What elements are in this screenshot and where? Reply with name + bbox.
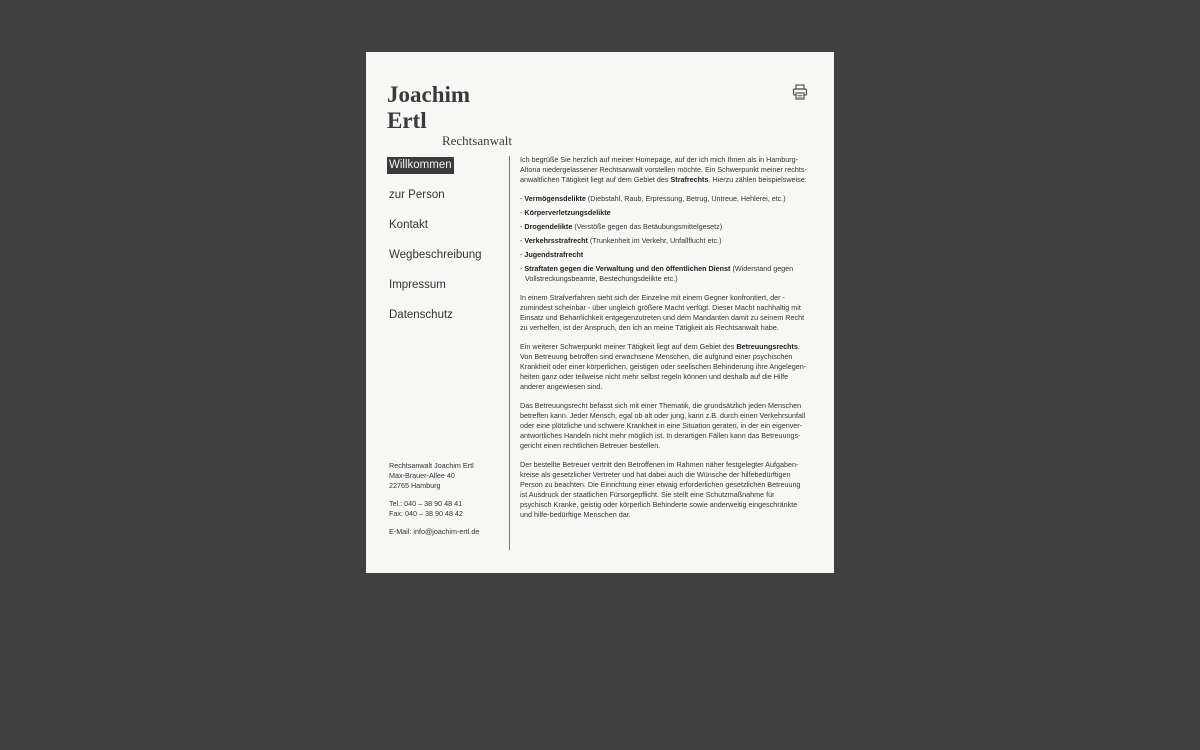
list-item: - Straftaten gegen die Verwaltung und den öffentlichen Dienst (Widerstand gegen Vollstreckungsbeamte, Bestechungsdelikte etc.) — [520, 264, 794, 283]
list-item: - Drogendelikte (Verstöße gegen das Betäubungsmittelgesetz) — [520, 222, 723, 231]
betreuungsrecht-paragraph: Ein weiterer Schwerpunkt meiner Tätigkeit liegt auf dem Gebiet des Betreuungsrechts. Von Betreuung betroffen sind erwachsene Menschen, die aufgrund einer psychischen Krankheit oder einer körperlichen, geistigen oder seelischen Behinderung ihre Angelegen-heiten ganz oder teilweise nicht mehr selbst regeln können und deshalb auf die Hilfe anderer angewiesen sind. — [520, 342, 807, 391]
intro-paragraph: Ich begrüße Sie herzlich auf meiner Homepage, auf der ich mich Ihnen als in Hamburg-Altona niedergelassener Rechtsanwalt vorstellen möchte. Ein Schwerpunkt meiner rechts-anwaltlichen Tätigkeit liegt auf dem Gebiet des Strafrechts. Hierzu zählen beispielsweise: — [520, 155, 807, 184]
practice-area-list — [520, 194, 808, 284]
nav-item-kontakt[interactable]: Kontakt — [389, 219, 428, 231]
betreuer-paragraph: Der bestellte Betreuer vertritt den Betroffenen im Rahmen näher festgelegter Aufgaben-kreise als gesetzlicher Vertreter und hat dabei auch die Wünsche der hilfebedürftigen Person zu beachten. Die Einrichtung einer etwaig erforderlichen gesetzlichen Betreuung ist Ausdruck der staatlichen Fürsorgepflicht. Sie stellt eine Schutzmaßnahme für psychisch Kranke, geistig oder körperlich Behinderte sowie anderweitig eingeschränkte und hilfe-bedürftige Menschen dar. — [520, 460, 801, 519]
list-item: - Vermögensdelikte (Diebstahl, Raub, Erpressung, Betrug, Untreue, Hehlerei, etc.) — [520, 194, 786, 203]
nav-item-wegbeschreibung[interactable]: Wegbeschreibung — [389, 249, 482, 261]
address-city: 22765 Hamburg — [389, 481, 441, 490]
email-link[interactable]: E-Mail: info@joachim-ertl.de — [389, 527, 480, 536]
brand-name: Joachim Ertl — [387, 82, 471, 133]
address-street: Max-Brauer-Allee 40 — [389, 471, 455, 480]
nav-item-willkommen[interactable]: Willkommen — [387, 157, 454, 174]
page-card — [366, 52, 834, 573]
main-nav — [387, 155, 497, 337]
phone-number: Tel.: 040 – 38 90 48 41 — [389, 499, 463, 508]
strafverfahren-paragraph: In einem Strafverfahren sieht sich der Einzelne mit einem Gegner konfrontiert, der - zumindest scheinbar - über ungleich größere Macht verfügt. Dieser Macht nachhaltig mit Einsatz und Beharrlichkeit entgegenzutreten und dem Mandanten damit zu seinem Recht zu verhelfen, ist der Anspruch, den ich an meine Tätigkeit als Rechtsanwalt habe. — [520, 293, 805, 332]
nav-item-impressum[interactable]: Impressum — [389, 279, 446, 291]
contact-address — [389, 461, 499, 537]
nav-item-zur-person[interactable]: zur Person — [389, 189, 445, 201]
thematik-paragraph: Das Betreuungsrecht befasst sich mit einer Thematik, die grundsätzlich jeden Menschen betreffen kann. Jeder Mensch, egal ob alt oder jung, kann z.B. durch einen Verkehrsunfall oder eine plötzliche und schwere Krankheit in eine Situation geraten, in der ein eigenver-antwortliches Handeln nicht mehr möglich ist. In derartigen Fällen kann das Betreuungs-gericht einen rechtlichen Betreuer bestellen. — [520, 401, 806, 450]
printer-icon[interactable] — [792, 84, 808, 100]
site-logo[interactable] — [387, 82, 512, 148]
list-item: - Körperverletzungsdelikte — [520, 208, 611, 217]
main-content — [520, 155, 808, 529]
brand-subtitle: Rechtsanwalt — [441, 133, 512, 148]
list-item: - Jugendstrafrecht — [520, 250, 584, 259]
vertical-divider — [509, 156, 510, 550]
fax-number: Fax: 040 – 38 90 48 42 — [389, 509, 463, 518]
list-item: - Verkehrsstrafrecht (Trunkenheit im Verkehr, Unfallflucht etc.) — [520, 236, 722, 245]
address-name: Rechtsanwalt Joachim Ertl — [389, 461, 474, 470]
nav-item-datenschutz[interactable]: Datenschutz — [389, 309, 453, 321]
